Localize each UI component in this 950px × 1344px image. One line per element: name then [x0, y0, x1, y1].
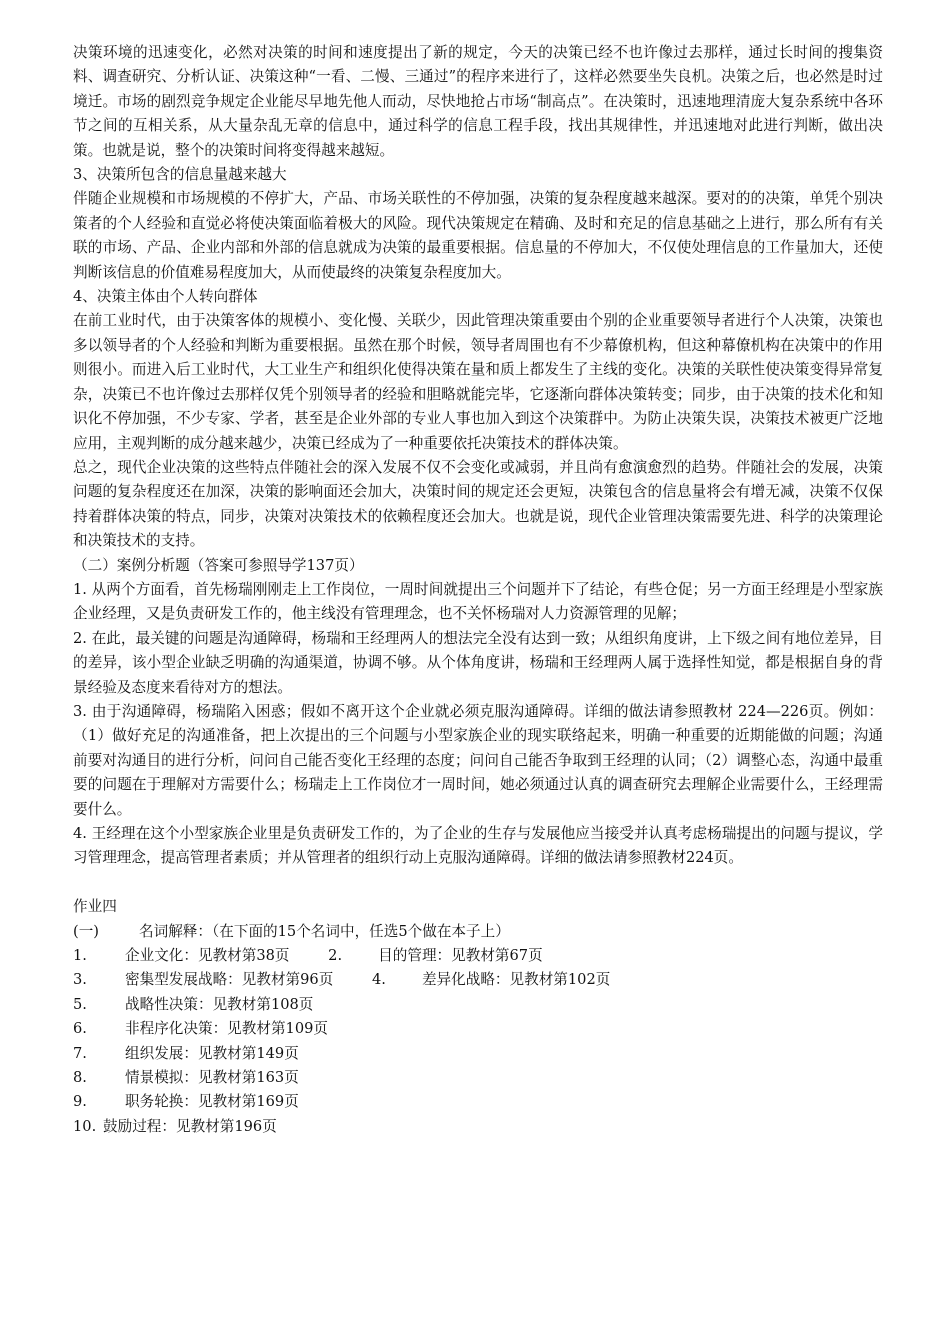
paragraph-summary: 总之，现代企业决策的这些特点伴随社会的深入发展不仅不会变化或减弱，并且尚有愈演愈烈的趋势。伴随社会的发展，决策问题的复杂程度还在加深，决策的影响面还会加大，决策时间的规定还会更短，决策包含的信息量将会有增无减，决策不仅保持着群体决策的特点，同步，决策对决策技术的依赖程度还会加大。也就是说，现代企业管理决策需要先进、科学的决策理论和决策技术的支持。: [73, 458, 883, 550]
paragraph-group-decision: 在前工业时代，由于决策客体的规模小、变化慢、关联少，因此管理决策重要由个别的企业重要领导者进行个人决策，决策也多以领导者的个人经验和判断为重要根据。虽然在那个时候，领导者周围也有不少幕僚机构，但这种幕僚机构在决策中的作用则很小。而进入后工业时代，大工业生产和组织化使得决策在量和质上都发生了主线的变化。决策的关联性使决策变得异常复杂，决策已不也许像过去那样仅凭个别领导者的经验和胆略就能完毕，它逐渐向群体决策转变；同步，由于决策的技术化和知识化不停加强，不少专家、学者，甚至是企业外部的专业人事也加入到这个决策群中。为防止决策失误，决策技术被更广泛地应用，主观判断的成分越来越少，决策已经成为了一种重要依托决策技术的群体决策。: [73, 312, 883, 452]
definition-row: [73, 993, 883, 1017]
definition-item: [328, 944, 543, 968]
definition-item: [73, 1042, 299, 1066]
definition-item: [372, 968, 610, 992]
item-number: 10.: [73, 1117, 97, 1135]
homework-title: 作业四: [73, 898, 117, 916]
item-number: 4.: [371, 971, 386, 989]
definition-item: [73, 968, 333, 992]
item-number: 1.: [73, 947, 87, 965]
definition-row: [73, 1017, 883, 1041]
case-analysis-heading: （二）案例分析题（答案可参照导学137页）: [73, 556, 364, 574]
item-text: 鼓励过程：见教材第196页: [103, 1117, 277, 1135]
item-text: 组织发展：见教材第149页: [125, 1044, 299, 1062]
item-number: 9.: [73, 1093, 87, 1111]
paragraph-decision-speed: 决策环境的迅速变化，必然对决策的时间和速度提出了新的规定，今天的决策已经不也许像过去那样，通过长时间的搜集资料、调查研究、分析认证、决策这种“一看、二慢、三通过”的程序来进行了，这样必然要坐失良机。决策之后，也必然是时过境迁。市场的剧烈竞争规定企业能尽早地先他人而动，尽快地抢占市场“制高点”。在决策时，迅速地理清庞大复杂系统中各环节之间的互相关系，从大量杂乱无章的信息中，通过科学的信息工程手段，找出其规律性，并迅速地对此进行判断，做出决策。也就是说，整个的决策时间将变得越来越短。: [73, 44, 883, 159]
case-answer-3: 3. 由于沟通障碍，杨瑞陷入困惑；假如不离开这个企业就必须克服沟通障碍。详细的做法请参照教材 224—226页。例如：（1）做好充足的沟通准备，把上次提出的三个问题与小型家族企业的现实联络起来，明确一种重要的近期能做的问题；沟通前要对沟通目的进行分析，问问自己能否变化王经理的态度；问问自己能否争取到王经理的认同；（2）调整心态，沟通中最重要的问题在于理解对方需要什么；杨瑞走上工作岗位才一周时间，她必须通过认真的调查研究去理解企业需要什么，王经理需要什么。: [73, 702, 883, 818]
item-number: 3.: [73, 971, 87, 989]
item-text: 差异化战略：见教材第102页: [421, 971, 611, 989]
definition-row: [73, 1090, 883, 1114]
case-answer-1: 1. 从两个方面看，首先杨瑞刚刚走上工作岗位，一周时间就提出三个问题并下了结论，有些仓促；另一方面王经理是小型家族企业经理，又是负责研发工作的，他主线没有管理理念，也不关怀杨瑞对人力资源管理的见解；: [73, 580, 883, 623]
definition-row: [73, 944, 883, 968]
definition-row: [73, 1066, 883, 1090]
item-number: 5.: [73, 995, 87, 1013]
definition-item: [73, 1017, 328, 1041]
heading-group-decision: 4、决策主体由个人转向群体: [73, 288, 258, 306]
definition-item: [73, 1090, 299, 1114]
definition-row: [73, 1042, 883, 1066]
item-number: 7.: [73, 1044, 87, 1062]
item-text: 情景模拟：见教材第163页: [125, 1069, 299, 1087]
definition-row: [73, 968, 883, 992]
blank-line: [73, 871, 883, 895]
item-text: 战略性决策：见教材第108页: [125, 995, 314, 1013]
item-number: 2.: [328, 947, 343, 965]
section-number: (一): [73, 922, 99, 940]
paragraph-information-volume: 伴随企业规模和市场规模的不停扩大，产品、市场关联性的不停加强，决策的复杂程度越来越深。要对的的决策，单凭个别决策者的个人经验和直觉必将使决策面临着极大的风险。现代决策规定在精确、及时和充足的信息基础之上进行，那么所有有关联的市场、产品、企业内部和外部的信息就成为决策的最重要根据。信息量的不停加大，不仅使处理信息的工作量加大，还使判断该信息的价值难易程度加大，从而使最终的决策复杂程度加大。: [73, 190, 883, 281]
definition-row: [73, 1115, 883, 1139]
definition-item: [73, 1115, 277, 1139]
definition-item: [73, 944, 290, 968]
case-answer-4: 4. 王经理在这个小型家族企业里是负责研发工作的，为了企业的生存与发展他应当接受并认真考虑杨瑞提出的问题与提议，学习管理理念，提高管理者素质；并从管理者的组织行动上克服沟通障碍。详细的做法请参照教材224页。: [73, 825, 883, 867]
item-text: 目的管理：见教材第67页: [378, 947, 543, 965]
section-text: 名词解释：（在下面的15个名词中，任选5个做在本子上）: [139, 922, 510, 940]
heading-information-volume: 3、决策所包含的信息量越来越大: [73, 166, 287, 184]
item-number: 6.: [73, 1020, 87, 1038]
item-text: 职务轮换：见教材第169页: [125, 1093, 299, 1111]
definition-item: [73, 993, 313, 1017]
case-answer-2: 2. 在此，最关键的问题是沟通障碍，杨瑞和王经理两人的想法完全没有达到一致；从组织角度讲，上下级之间有地位差异，目的差异，该小型企业缺乏明确的沟通渠道，协调不够。从个体角度讲，杨瑞和王经理两人属于选择性知觉，都是根据自身的背景经验及态度来看待对方的想法。: [73, 629, 883, 696]
document-page: [73, 41, 883, 1139]
definition-item: [73, 1066, 299, 1090]
item-text: 密集型发展战略：见教材第96页: [125, 971, 334, 989]
item-number: 8.: [73, 1069, 87, 1087]
item-text: 企业文化：见教材第38页: [125, 947, 290, 965]
item-text: 非程序化决策：见教材第109页: [125, 1020, 328, 1038]
section-heading: [73, 920, 883, 944]
